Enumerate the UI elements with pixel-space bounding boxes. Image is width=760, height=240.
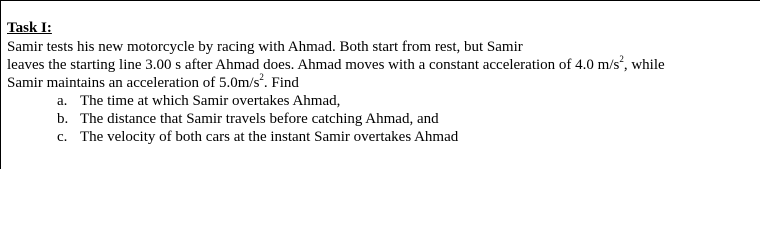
- question-marker-c: c.: [57, 129, 68, 145]
- problem-line-3-text-b: . Find: [263, 75, 299, 91]
- problem-line-1-text: Samir tests his new motorcycle by racing with Ahmad. Both start from rest, but Samir: [7, 39, 523, 55]
- problem-line-3-text-a: Samir maintains an acceleration of 5.0m/s: [7, 75, 260, 91]
- left-border: [0, 0, 1, 169]
- problem-line-2-text-a: leaves the starting line 3.00 s after Ahmad does. Ahmad moves with a constant acceleration of 4.0 m/s: [7, 57, 620, 73]
- problem-line-3: [7, 74, 752, 92]
- question-marker-b: b.: [57, 111, 69, 127]
- question-item-a: [7, 92, 752, 110]
- top-border: [0, 0, 760, 1]
- task-title: Task I:: [7, 20, 52, 36]
- question-text-c: The velocity of both cars at the instant Samir overtakes Ahmad: [80, 129, 459, 145]
- problem-statement: [7, 38, 752, 92]
- question-marker-a: a.: [57, 93, 68, 109]
- question-list: [7, 92, 752, 146]
- question-item-c: [7, 128, 752, 146]
- problem-line-3-superscript: 2: [259, 72, 264, 82]
- task-document: [7, 19, 752, 146]
- problem-line-1: [7, 38, 752, 56]
- problem-line-2-text-b: , while: [623, 57, 665, 73]
- question-text-a: The time at which Samir overtakes Ahmad,: [80, 93, 341, 109]
- question-text-b: The distance that Samir travels before catching Ahmad, and: [80, 111, 439, 127]
- question-item-b: [7, 110, 752, 128]
- problem-line-2: [7, 56, 752, 74]
- problem-line-2-superscript: 2: [619, 54, 624, 64]
